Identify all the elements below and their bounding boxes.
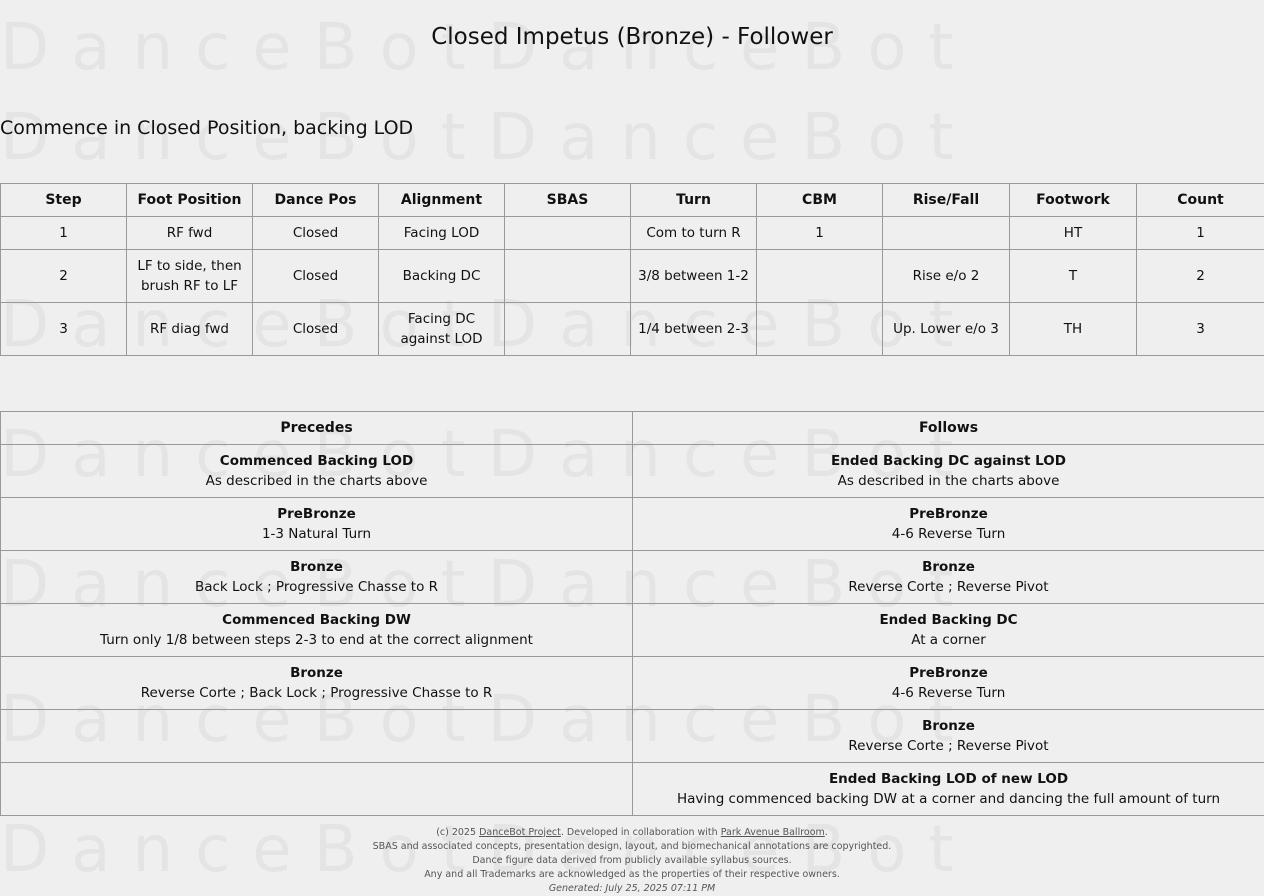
- col-header-count: Count: [1137, 184, 1264, 217]
- col-header-precedes: Precedes: [1, 412, 633, 445]
- footer-line-3: Dance figure data derived from publicly available syllabus sources.: [0, 854, 1264, 868]
- precedes-cell: [1, 445, 633, 498]
- cell-foot-position: RF diag fwd: [127, 303, 253, 356]
- cell-title: PreBronze: [637, 663, 1260, 683]
- cell-sbas: [505, 217, 631, 250]
- cell-count: 2: [1137, 250, 1264, 303]
- cell-rise-fall: [883, 217, 1010, 250]
- col-header-sbas: SBAS: [505, 184, 631, 217]
- precedes-cell: [1, 710, 633, 763]
- generated-timestamp: Generated: July 25, 2025 07:11 PM: [0, 882, 1264, 896]
- cell-description: Having commenced backing DW at a corner and dancing the full amount of turn: [637, 789, 1260, 809]
- precedes-cell: [1, 657, 633, 710]
- precedes-cell: [1, 498, 633, 551]
- table-row: [1, 604, 1264, 657]
- cell-rise-fall: Up. Lower e/o 3: [883, 303, 1010, 356]
- cell-title: Ended Backing DC against LOD: [637, 451, 1260, 471]
- table-row: [1, 551, 1264, 604]
- precedes-cell: [1, 551, 633, 604]
- page-title: Closed Impetus (Bronze) - Follower: [0, 20, 1264, 54]
- cell-title: Commenced Backing LOD: [5, 451, 628, 471]
- commence-heading: Commence in Closed Position, backing LOD: [0, 115, 413, 141]
- cell-title: Bronze: [5, 663, 628, 683]
- cell-description: Reverse Corte ; Reverse Pivot: [637, 736, 1260, 756]
- col-header-step: Step: [1, 184, 127, 217]
- cell-dance-pos: Closed: [253, 217, 379, 250]
- steps-header-row: [1, 184, 1264, 217]
- cell-description: As described in the charts above: [637, 471, 1260, 491]
- table-row: [1, 498, 1264, 551]
- relations-header-row: [1, 412, 1264, 445]
- table-row: [1, 657, 1264, 710]
- cell-title: Bronze: [637, 557, 1260, 577]
- cell-title: Ended Backing LOD of new LOD: [637, 769, 1260, 789]
- follows-cell: [633, 498, 1264, 551]
- park-avenue-ballroom-link[interactable]: Park Avenue Ballroom: [721, 827, 825, 838]
- col-header-footwork: Footwork: [1010, 184, 1137, 217]
- table-row: [1, 763, 1264, 816]
- cell-step: 3: [1, 303, 127, 356]
- collab-text: . Developed in collaboration with: [561, 827, 718, 838]
- cell-alignment: Facing DC against LOD: [379, 303, 505, 356]
- copyright-text: (c) 2025: [436, 827, 476, 838]
- precedes-cell: [1, 763, 633, 816]
- cell-description: Reverse Corte ; Reverse Pivot: [637, 577, 1260, 597]
- cell-dance-pos: Closed: [253, 303, 379, 356]
- col-header-cbm: CBM: [757, 184, 883, 217]
- cell-foot-position: LF to side, then brush RF to LF: [127, 250, 253, 303]
- cell-description: At a corner: [637, 630, 1260, 650]
- cell-turn: 1/4 between 2-3: [631, 303, 757, 356]
- table-row: [1, 217, 1264, 250]
- cell-title: Bronze: [637, 716, 1260, 736]
- cell-description: Turn only 1/8 between steps 2-3 to end at the correct alignment: [5, 630, 628, 650]
- cell-step: 1: [1, 217, 127, 250]
- cell-step: 2: [1, 250, 127, 303]
- cell-alignment: Facing LOD: [379, 217, 505, 250]
- cell-rise-fall: Rise e/o 2: [883, 250, 1010, 303]
- footer-line-2: SBAS and associated concepts, presentation design, layout, and biomechanical annotations are copyrighted.: [0, 840, 1264, 854]
- footer-line-4: Any and all Trademarks are acknowledged as the properties of their respective owners.: [0, 868, 1264, 882]
- cell-cbm: 1: [757, 217, 883, 250]
- period-text: .: [825, 827, 828, 838]
- cell-footwork: HT: [1010, 217, 1137, 250]
- cell-title: PreBronze: [637, 504, 1260, 524]
- cell-description: Back Lock ; Progressive Chasse to R: [5, 577, 628, 597]
- table-row: [1, 445, 1264, 498]
- cell-sbas: [505, 250, 631, 303]
- col-header-dance-pos: Dance Pos: [253, 184, 379, 217]
- cell-dance-pos: Closed: [253, 250, 379, 303]
- cell-count: 3: [1137, 303, 1264, 356]
- follows-cell: [633, 604, 1264, 657]
- cell-title: Bronze: [5, 557, 628, 577]
- cell-title: Commenced Backing DW: [5, 610, 628, 630]
- follows-cell: [633, 445, 1264, 498]
- cell-turn: Com to turn R: [631, 217, 757, 250]
- table-row: [1, 250, 1264, 303]
- cell-footwork: TH: [1010, 303, 1137, 356]
- cell-footwork: T: [1010, 250, 1137, 303]
- precedes-cell: [1, 604, 633, 657]
- col-header-turn: Turn: [631, 184, 757, 217]
- follows-cell: [633, 551, 1264, 604]
- footer-line-1: [0, 826, 1264, 840]
- cell-count: 1: [1137, 217, 1264, 250]
- cell-description: 4-6 Reverse Turn: [637, 524, 1260, 544]
- col-header-foot-position: Foot Position: [127, 184, 253, 217]
- table-row: [1, 303, 1264, 356]
- cell-alignment: Backing DC: [379, 250, 505, 303]
- col-header-alignment: Alignment: [379, 184, 505, 217]
- cell-sbas: [505, 303, 631, 356]
- follows-cell: [633, 763, 1264, 816]
- dancebot-project-link[interactable]: DanceBot Project: [479, 827, 561, 838]
- cell-description: As described in the charts above: [5, 471, 628, 491]
- cell-cbm: [757, 303, 883, 356]
- footer: [0, 826, 1264, 896]
- cell-description: 1-3 Natural Turn: [5, 524, 628, 544]
- cell-foot-position: RF fwd: [127, 217, 253, 250]
- table-row: [1, 710, 1264, 763]
- col-header-follows: Follows: [633, 412, 1264, 445]
- cell-description: 4-6 Reverse Turn: [637, 683, 1260, 703]
- cell-turn: 3/8 between 1-2: [631, 250, 757, 303]
- steps-table: [0, 183, 1264, 356]
- cell-title: Ended Backing DC: [637, 610, 1260, 630]
- cell-cbm: [757, 250, 883, 303]
- precedes-follows-table: [0, 411, 1264, 816]
- col-header-rise-fall: Rise/Fall: [883, 184, 1010, 217]
- cell-title: PreBronze: [5, 504, 628, 524]
- follows-cell: [633, 710, 1264, 763]
- cell-description: Reverse Corte ; Back Lock ; Progressive Chasse to R: [5, 683, 628, 703]
- follows-cell: [633, 657, 1264, 710]
